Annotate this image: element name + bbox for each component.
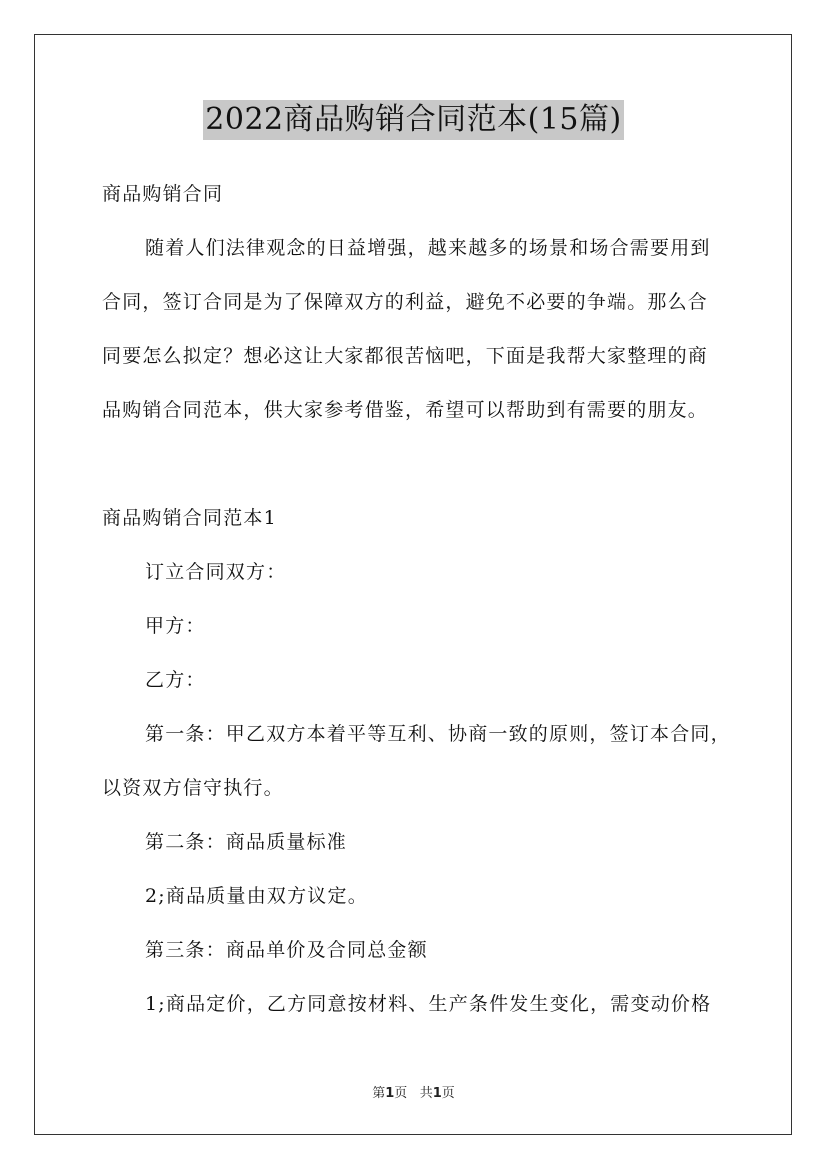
paragraph-line: 以资双方信守执行。: [102, 777, 284, 799]
paragraph-line: 第三条：商品单价及合同总金额: [145, 939, 428, 961]
document-title: 2022商品购销合同范本(15篇): [203, 100, 623, 140]
section-heading: 商品购销合同: [102, 183, 224, 205]
paragraph-line: 品购销合同范本，供大家参考借鉴，希望可以帮助到有需要的朋友。: [102, 399, 709, 421]
section-heading: 商品购销合同范本1: [102, 507, 277, 529]
page-total: 共1页: [419, 1086, 455, 1101]
paragraph-line: 甲方：: [145, 615, 206, 637]
page-number: 第1页: [372, 1086, 408, 1101]
paragraph-line: 1;商品定价，乙方同意按材料、生产条件发生变化，需变动价格: [145, 993, 712, 1015]
paragraph-line: 2;商品质量由双方议定。: [145, 885, 368, 907]
paragraph-line: 随着人们法律观念的日益增强，越来越多的场景和场合需要用到: [145, 237, 711, 259]
paragraph-line: 乙方：: [145, 669, 206, 691]
paragraph-line: 订立合同双方：: [145, 561, 287, 583]
paragraph-line: 同要怎么拟定？想必这让大家都很苦恼吧，下面是我帮大家整理的商: [102, 345, 709, 367]
title-container: [0, 100, 827, 140]
paragraph-line: 第二条：商品质量标准: [145, 831, 348, 853]
paragraph-line: 第一条：甲乙双方本着平等互利、协商一致的原则，签订本合同，: [145, 723, 731, 745]
page-footer: [0, 1082, 827, 1101]
paragraph-line: 合同，签订合同是为了保障双方的利益，避免不必要的争端。那么合: [102, 291, 709, 313]
